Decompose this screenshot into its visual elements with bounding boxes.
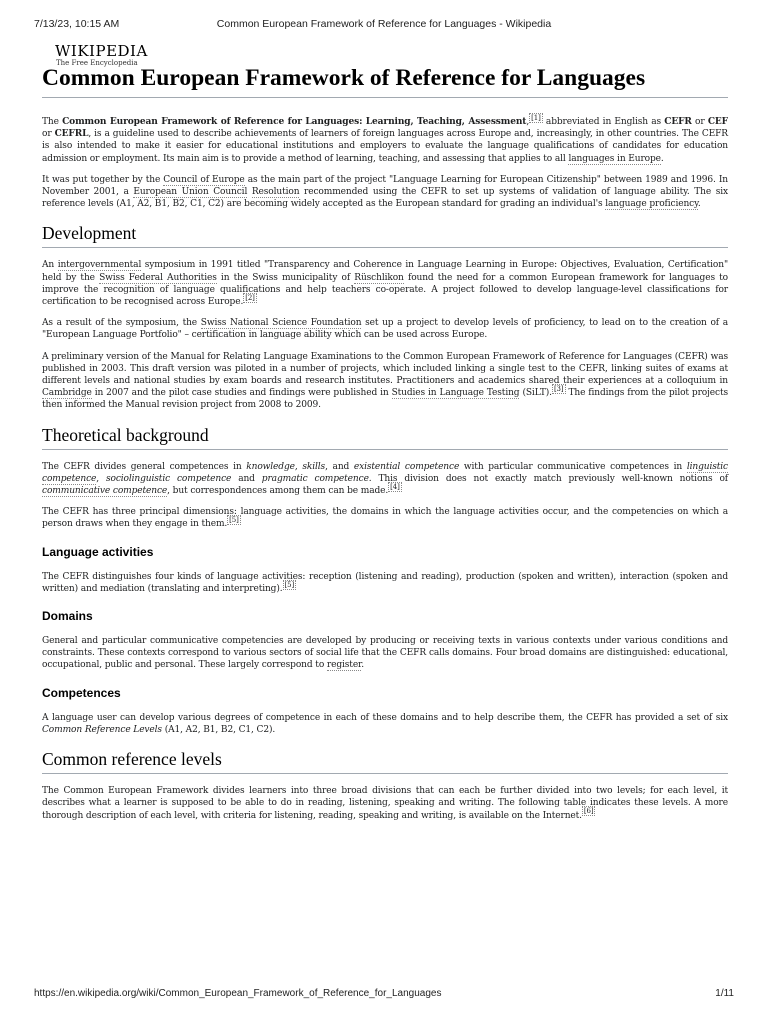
wikipedia-tagline: The Free Encyclopedia <box>56 59 138 67</box>
link-european-union-council[interactable]: European Union Council <box>133 187 248 198</box>
section-heading-common-reference-levels: Common reference levels <box>42 748 728 774</box>
section-heading-development: Development <box>42 222 728 248</box>
citation-link[interactable]: [2] <box>245 294 255 303</box>
competences-paragraph: A language user can develop various degrees of competence in each of these domains and to help describe them, the CEFR has provided a set of six Common Reference Levels (A1, A2, B1, B2, C1, C2). <box>42 712 728 735</box>
development-paragraph-2: As a result of the symposium, the Swiss National Science Foundation set up a project to develop levels of proficiency, to lead on to the creation of a "European Language Portfolio" – certification in language ability which can be used across Europe. <box>42 318 728 341</box>
citation-link[interactable]: [5] <box>229 516 239 525</box>
print-datetime: 7/13/23, 10:15 AM <box>34 18 120 30</box>
section-heading-theoretical-background: Theoretical background <box>42 424 728 450</box>
link-cambridge[interactable]: Cambridge <box>42 388 92 399</box>
citation-link[interactable]: [4] <box>390 483 400 492</box>
link-swiss-national-science-foundation[interactable]: Swiss National Science Foundation <box>200 318 362 329</box>
subsection-heading-competences: Competences <box>42 685 121 700</box>
citation-link[interactable]: [1] <box>531 113 541 122</box>
print-footer <box>34 988 734 1002</box>
citation-link[interactable]: [6] <box>583 807 594 816</box>
link-intergovernmental[interactable]: intergovernmental <box>57 260 142 271</box>
link-linguistic-competence[interactable]: linguistic competence <box>42 461 728 484</box>
link-communicative-competence[interactable]: communicative competence <box>42 486 168 497</box>
print-page-title: Common European Framework of Reference for Languages - Wikipedia <box>216 18 552 30</box>
print-header <box>34 18 734 32</box>
intro-paragraph-1: The Common European Framework of Reference for Languages: Learning, Teaching, Assessment, [1] abbreviated in English as CEFR or CEF or CEFRL, is a guideline used to describe achievements of learners of foreign languages across Europe and, increasingly, in other countries. The CEFR is also intended to make it easier for educational institutions and employers to evaluate the language qualifications of candidates for education admission or employment. Its main aim is to provide a method of learning, teaching, and assessing that applies to all languages in Europe. <box>42 113 728 164</box>
theory-paragraph-2: The CEFR has three principal dimensions: language activities, the domains in which the language activities occur, and the competencies on which a person draws when they engage in them. [5] <box>42 507 728 530</box>
link-language-proficiency[interactable]: language proficiency <box>605 199 698 210</box>
link-council-of-europe[interactable]: Council of Europe <box>163 174 245 185</box>
subsection-heading-domains: Domains <box>42 609 93 624</box>
print-page-number: 1/11 <box>715 988 734 999</box>
wikipedia-wordmark: WIKIPEDIA <box>55 42 148 60</box>
domains-paragraph: General and particular communicative competencies are developed by producing or receiving texts in various contexts under various conditions and constraints. These contexts correspond to various sectors of social life that the CEFR calls domains. Four broad domains are distinguished: educational, occupational, public and personal. These largely correspond to register. <box>42 636 728 671</box>
subsection-heading-language-activities: Language activities <box>42 544 154 559</box>
language-activities-paragraph: The CEFR distinguishes four kinds of language activities: reception (listening and reading), production (spoken and written), interaction (spoken and written) and mediation (translating and interpreting). [5] <box>42 571 728 594</box>
link-swiss-federal-authorities[interactable]: Swiss Federal Authorities <box>99 272 217 283</box>
citation-link[interactable]: [5] <box>284 580 295 589</box>
print-url: https://en.wikipedia.org/wiki/Common_European_Framework_of_Reference_for_Languages <box>34 988 442 999</box>
intro-paragraph-2: It was put together by the Council of Europe as the main part of the project "Language Learning for European Citizenship" between 1989 and 1996. In November 2001, a European Union Council Resolution recommended using the CEFR to set up systems of validation of language ability. The six reference levels (A1, A2, B1, B2, C1, C2) are becoming widely accepted as the European standard for grading an individual's language proficiency. <box>42 174 729 210</box>
development-paragraph-3: A preliminary version of the Manual for Relating Language Examinations to the Common European Framework of Reference for Languages (CEFR) was published in 2003. This draft version was piloted in a number of projects, which included linking a single test to the CEFR, linking suites of exams at different levels and national studies by exam boards and research institutes. Practitioners and academics shared their experiences at a colloquium in Cambridge in 2007 and the pilot case studies and findings were published in Studies in Language Testing (SiLT). [3] The findings from the pilot projects then informed the Manual revision project from 2008 to 2009. <box>42 351 728 411</box>
reference-levels-paragraph: The Common European Framework divides learners into three broad divisions that can each be further divided into two levels; for each level, it describes what a learner is supposed to be able to do in reading, listening, speaking and writing. The following table indicates these levels. A more thorough description of each level, with criteria for listening, reading, speaking and writing, is available on the Internet. [6] <box>42 786 728 821</box>
link-languages-in-europe[interactable]: languages in Europe <box>568 153 661 164</box>
citation-link[interactable]: [3] <box>553 385 564 394</box>
link-studies-in-language-testing[interactable]: Studies in Language Testing <box>391 388 520 399</box>
article-content <box>42 64 728 831</box>
theory-paragraph-1: The CEFR divides general competences in knowledge, skills, and existential competence with particular communicative competences in linguistic competence, sociolinguistic competence and pragmatic competence. This division does not exactly match previously well-known notions of communicative competence, but correspondences among them can be made. [4] <box>42 461 728 497</box>
link-register[interactable]: register <box>326 660 362 671</box>
development-paragraph-1: An intergovernmental symposium in 1991 titled "Transparency and Coherence in Language Learning in Europe: Objectives, Evaluation, Certification" held by the Swiss Federal Authorities in the Swiss municipality of Rüschlikon found the need for a common European framework for languages to improve the recognition of language qualifications and help teachers co-operate. A project followed to develop language-level classifications for certification to be recognised across Europe. [2] <box>42 260 729 308</box>
link-resolution[interactable]: Resolution <box>251 187 300 198</box>
page-title: Common European Framework of Reference for Languages <box>42 64 728 98</box>
link-ruschlikon[interactable]: Rüschlikon <box>354 272 404 283</box>
